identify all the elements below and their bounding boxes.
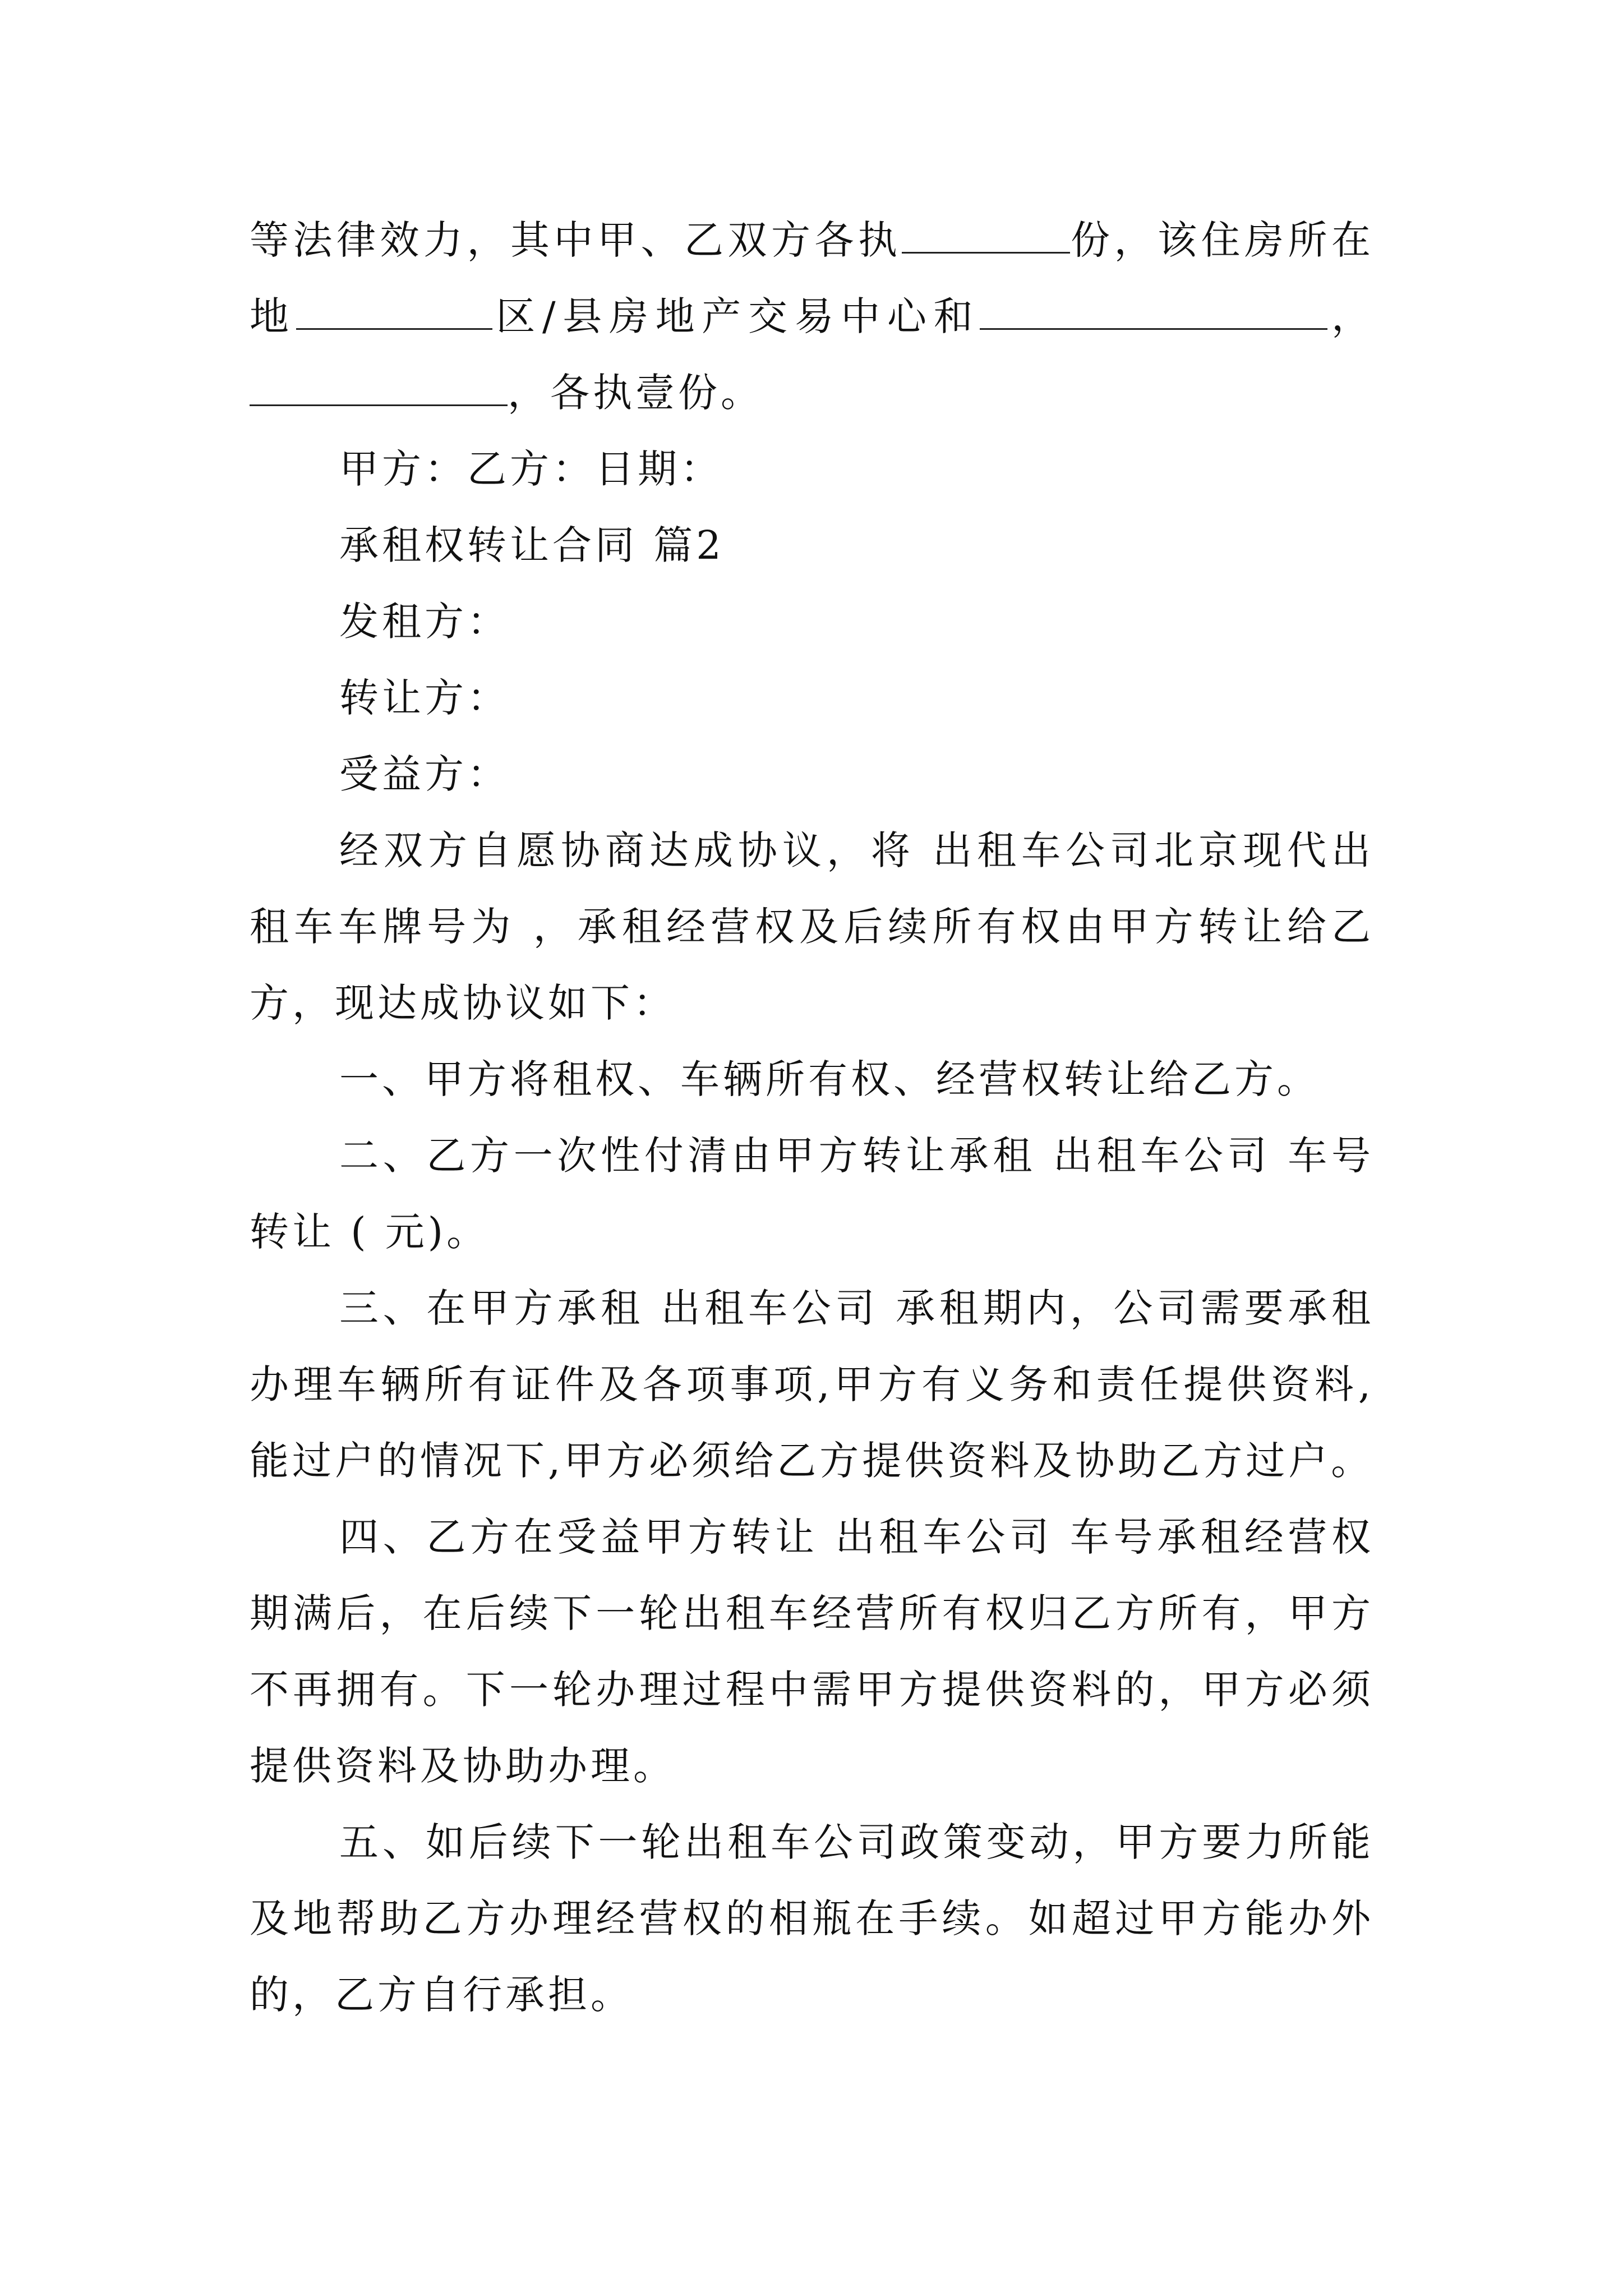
clause-1: 一、甲方将租权、车辆所有权、经营权转让给乙方。	[339, 1056, 1320, 1102]
copies-text-3: 区/县房地产交易中心和	[492, 293, 980, 339]
copies-text-5: ，各执壹份。	[508, 370, 763, 416]
copies-text-4: ，	[1327, 293, 1374, 339]
blank-other-party[interactable]	[250, 369, 508, 406]
lessor-label: 发租方：	[339, 599, 510, 645]
section-heading: 承租权转让合同 篇2	[339, 522, 725, 568]
clause-5: 五、如后续下一轮出租车公司政策变动，甲方要力所能及地帮助乙方办理经营权的相瓶在手续。如超过甲方能办外的，乙方自行承担。	[250, 1819, 1374, 2018]
blank-district[interactable]	[296, 292, 492, 330]
beneficiary-label: 受益方：	[339, 751, 510, 797]
clause-3: 三、在甲方承租 出租车公司 承租期内，公司需要承租办理车辆所有证件及各项事项,甲方有义务和责任提供资料,能过户的情况下,甲方必须给乙方提供资料及协助乙方过户。	[250, 1285, 1374, 1484]
clause-2: 二、乙方一次性付清由甲方转让承租 出租车公司 车号转让 ( 元)。	[250, 1133, 1374, 1255]
paragraph-copies	[250, 202, 1374, 431]
transferor-label: 转让方：	[339, 675, 510, 721]
signature-line: 甲方：乙方：日期：	[339, 446, 723, 492]
document-body	[250, 202, 1374, 2033]
intro-paragraph: 经双方自愿协商达成协议，将 出租车公司北京现代出租车车牌号为 ，承租经营权及后续所有权由甲方转让给乙方，现达成协议如下：	[250, 827, 1374, 1026]
blank-agency[interactable]	[980, 292, 1327, 330]
blank-copies-count[interactable]	[902, 216, 1070, 254]
copies-text-2: 份，该住房所在地	[250, 217, 1374, 339]
clause-4: 四、乙方在受益甲方转让 出租车公司 车号承租经营权期满后，在后续下一轮出租车经营所有权归乙方所有，甲方不再拥有。下一轮办理过程中需甲方提供资料的，甲方必须提供资料及协助办理。	[250, 1514, 1374, 1789]
copies-text-1: 等法律效力，其中甲、乙双方各执	[250, 217, 902, 263]
